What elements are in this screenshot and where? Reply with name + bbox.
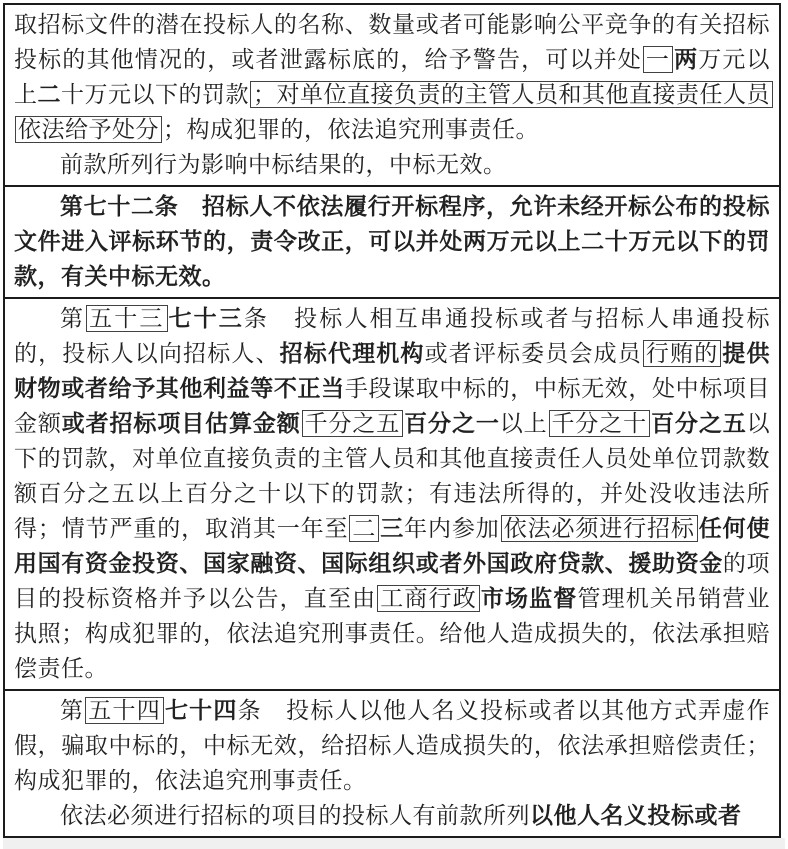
paragraph [14, 693, 770, 798]
text-segment: 的项目的投标资格并予以公告，直至由 [14, 551, 771, 611]
added-text-segment: 两 [674, 46, 699, 72]
deleted-text-segment: 一 [643, 46, 673, 73]
text-segment: 依法必须进行招标的项目的投标人有前款所列 [60, 803, 530, 828]
text-segment: 第 [60, 306, 86, 331]
article-row [5, 5, 779, 187]
added-text-segment: 百分之一 [404, 410, 500, 436]
text-segment: 取招标文件的潜在投标人的名称、数量或者可能影响公平竞争的有关招标投标的其他情况的，或者泄露标底的，给予警告，可以并处 [14, 12, 770, 72]
deleted-text-segment: 二 [349, 515, 379, 542]
added-text-segment: 以他人名义投标或者 [530, 802, 742, 828]
added-text-segment: 第七十二条 招标人不依法履行开标程序，允许未经开标公布的投标文件进入评标环节的，责令改正，可以并处两万元以上二十万元以下的罚款，有关中标无效。 [14, 193, 770, 289]
added-text-segment: 七十四 [164, 697, 238, 723]
added-text-segment: 或者招标项目估算金额 [61, 410, 301, 436]
deleted-text-segment: 工商行政 [377, 585, 480, 612]
text-segment: 管理机关吊销营业执照；构成犯罪的，依法追究刑事责任。给他人造成损失的，依法承担赔偿责任。 [14, 586, 771, 681]
article-row [5, 299, 779, 691]
text-segment: 手段谋取中标的，中标无效，处中标项目金额 [14, 376, 771, 436]
paragraph [14, 798, 770, 833]
deleted-text-segment: 千分之十 [549, 410, 651, 437]
text-segment: 前款所列行为影响中标结果的，中标无效。 [60, 152, 507, 177]
deleted-text-segment: ；对单位直接负责的主管人员和其他直接责任人员依法给予处分 [15, 81, 773, 143]
text-segment: 条 投标人以他人名义投标或者以其他方式弄虚作假，骗取中标的，中标无效，给招标人造成损失的，依法承担赔偿责任；构成犯罪的，依法追究刑事责任。 [14, 698, 771, 793]
added-text-segment: 任何使用国有资金投资、国家融资、国际组织或者外国政府贷款、援助资金 [14, 515, 771, 576]
deleted-text-segment: 五十三 [86, 305, 167, 332]
added-text-segment: 提供财物或者给予其他利益等不正当 [14, 340, 771, 401]
text-segment: 十万元以下的罚款 [61, 82, 249, 107]
text-segment: 万元以上 [14, 47, 771, 107]
deleted-text-segment: 行贿的 [643, 340, 721, 367]
deleted-text-segment: 五十四 [85, 697, 164, 724]
paragraph [14, 147, 770, 182]
paragraph [14, 189, 770, 294]
article-row [5, 691, 779, 836]
text-segment: ；构成犯罪的，依法追究刑事责任。 [163, 117, 539, 142]
added-text-segment: 招标代理机构 [279, 340, 425, 366]
text-segment: 以上 [499, 411, 548, 436]
article-row [5, 187, 779, 299]
text-segment: 或者评标委员会成员 [424, 341, 642, 366]
text-segment: 第 [60, 698, 85, 723]
deleted-text-segment: 依法必须进行招标 [501, 515, 698, 542]
text-segment: 以下的罚款，对单位直接负责的主管人员和其他直接责任人员处单位罚款数额百分之五以上百分之十以下的罚款；有违法所得的，并处没收违法所得；情节严重的，取消其一年至 [14, 411, 771, 541]
deleted-text-segment: 千分之五 [302, 410, 404, 437]
added-text-segment: 七十三 [168, 305, 244, 331]
paragraph [14, 301, 770, 686]
added-text-segment: 二 [37, 81, 61, 107]
text-segment: 年内参加 [404, 516, 500, 541]
added-text-segment: 三 [380, 515, 405, 541]
added-text-segment: 百分之五 [651, 410, 747, 436]
added-text-segment: 市场监督 [480, 585, 578, 611]
page-bottom-margin [3, 838, 785, 849]
document-table [3, 3, 781, 838]
text-segment: 条 投标人相互串通投标或者与招标人串通投标的，投标人以向招标人、 [14, 306, 771, 366]
paragraph [14, 7, 770, 147]
